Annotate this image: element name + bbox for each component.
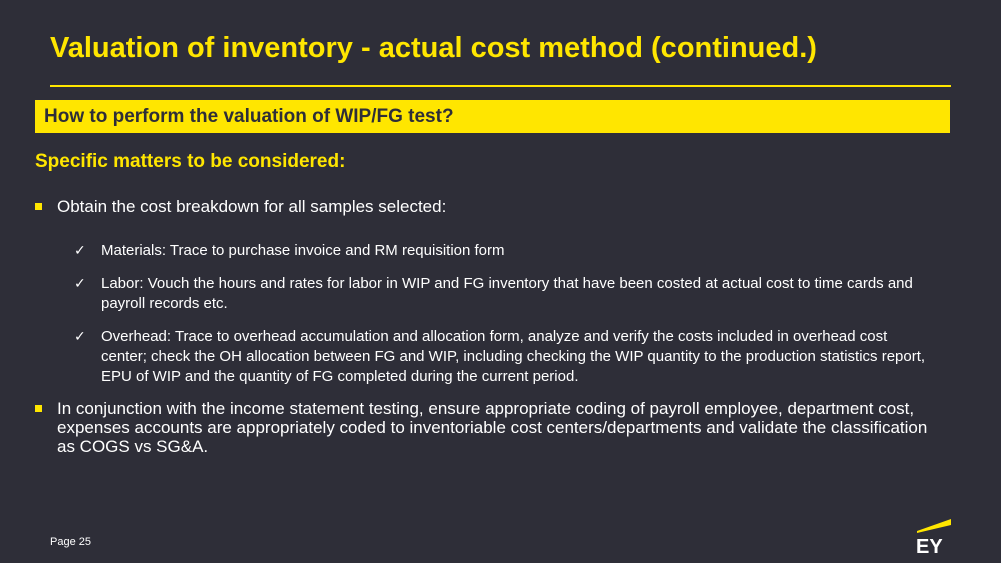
ey-logo-icon bbox=[915, 517, 953, 555]
bullet-item bbox=[35, 197, 935, 216]
bullet-text: Obtain the cost breakdown for all samples selected: bbox=[57, 197, 447, 216]
checklist-item bbox=[74, 274, 934, 314]
question-text: How to perform the valuation of WIP/FG test? bbox=[44, 105, 454, 127]
checklist-item bbox=[74, 241, 934, 261]
question-banner bbox=[35, 100, 950, 133]
logo-text: EY bbox=[916, 536, 943, 555]
slide-title: Valuation of inventory - actual cost method (continued.) bbox=[50, 32, 817, 64]
checkmark-icon: ✓ bbox=[74, 276, 86, 292]
subheading: Specific matters to be considered: bbox=[35, 151, 346, 172]
square-bullet-icon bbox=[35, 405, 42, 412]
checkmark-icon: ✓ bbox=[74, 243, 86, 259]
checklist-item bbox=[74, 327, 934, 387]
bullet-text: In conjunction with the income statement testing, ensure appropriate coding of payroll employee, department cost, expenses accounts are appropriately coded to inventoriable cost centers/departments and validate the classification as COGS vs SG&A. bbox=[57, 399, 928, 456]
checklist-text: Labor: Vouch the hours and rates for labor in WIP and FG inventory that have been costed at actual cost to time cards and payroll records etc. bbox=[101, 275, 913, 312]
checkmark-icon: ✓ bbox=[74, 329, 86, 345]
square-bullet-icon bbox=[35, 203, 42, 210]
checklist-text: Materials: Trace to purchase invoice and RM requisition form bbox=[101, 242, 505, 259]
page-number: Page 25 bbox=[50, 536, 91, 548]
checklist-text: Overhead: Trace to overhead accumulation and allocation form, analyze and verify the costs included in overhead cost center; check the OH allocation between FG and WIP, including checking the WIP quantity to the production statistics report, EPU of WIP and the quantity of FG completed during the current period. bbox=[101, 328, 926, 385]
bullet-item bbox=[35, 399, 935, 456]
title-underline bbox=[50, 85, 951, 87]
